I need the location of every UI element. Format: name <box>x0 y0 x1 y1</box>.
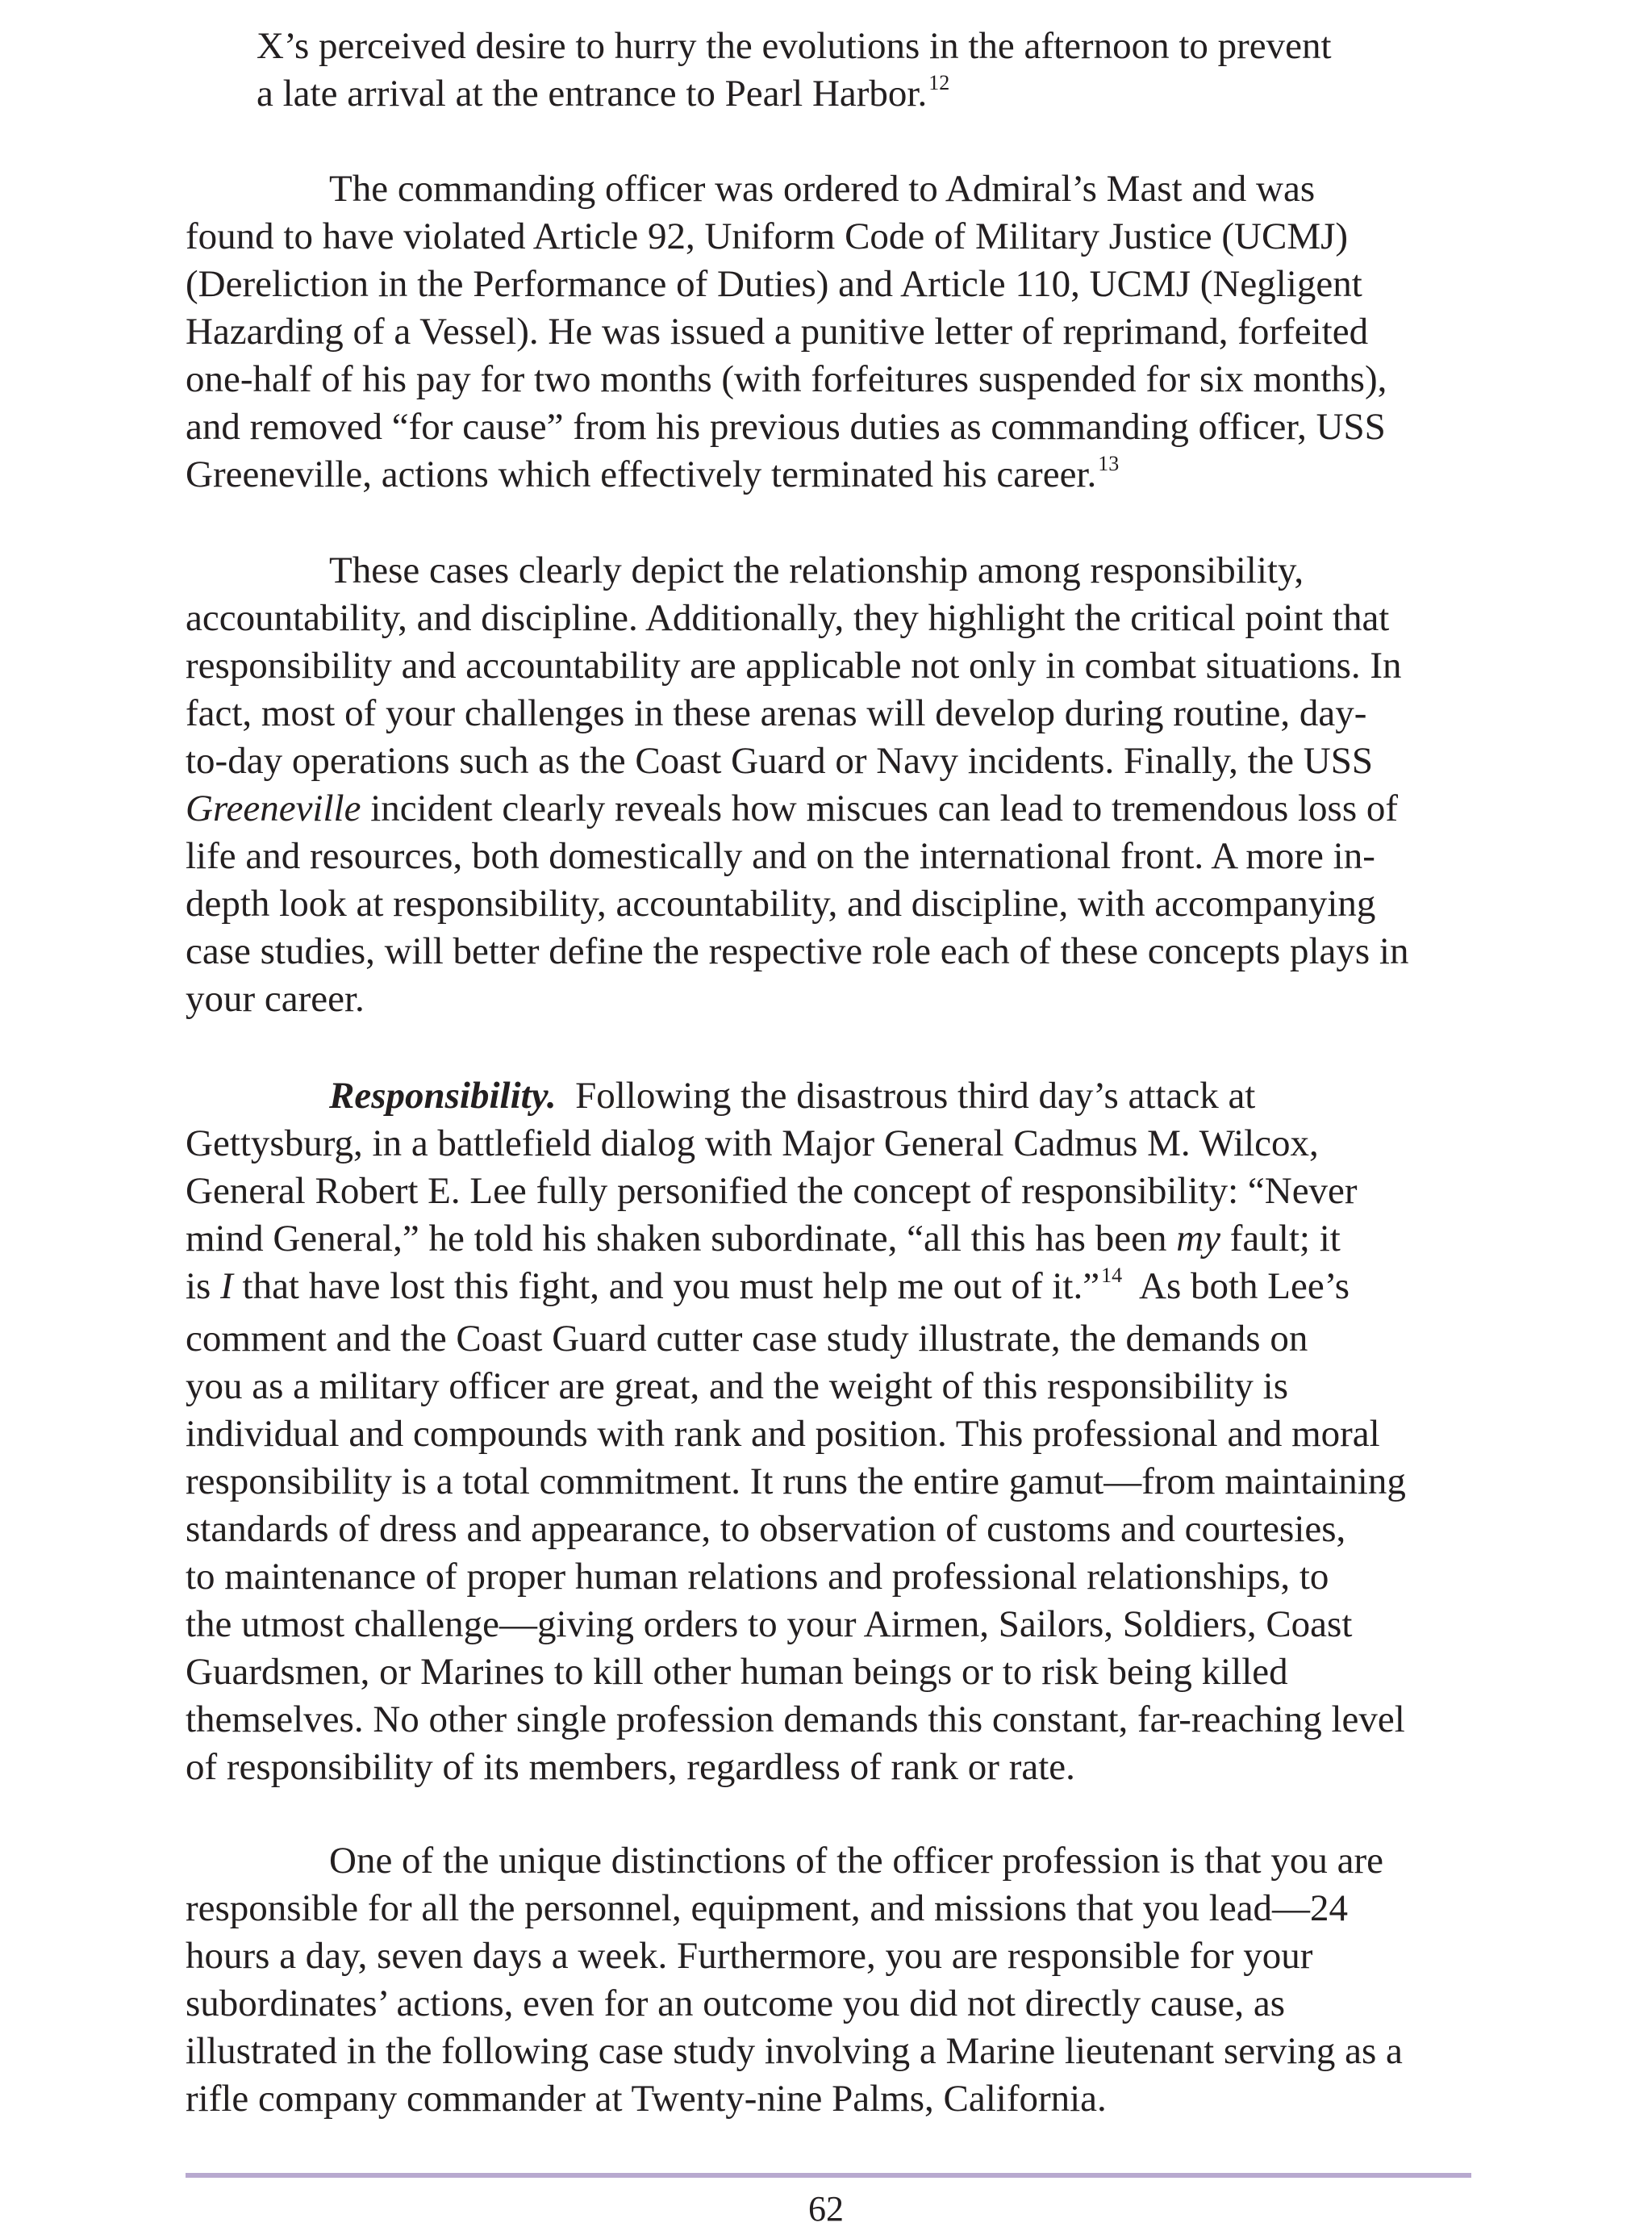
text-line: themselves. No other single profession demands this constant, far-reaching level <box>186 1698 1405 1740</box>
text-line: responsibility and accountability are applicable not only in combat situations. In <box>186 645 1402 687</box>
text-line <box>186 785 1476 833</box>
text-line: subordinates’ actions, even for an outcome you did not directly cause, as <box>186 1982 1286 2024</box>
text-line: and removed “for cause” from his previous duties as commanding officer, USS <box>186 406 1386 448</box>
footnote-marker: 13 <box>1098 452 1120 475</box>
text-line: Guardsmen, or Marines to kill other human beings or to risk being killed <box>186 1651 1288 1693</box>
text-line: to maintenance of proper human relations and professional relationships, to <box>186 1556 1329 1598</box>
text-line: responsibility is a total commitment. It runs the entire gamut—from maintaining <box>186 1460 1406 1502</box>
footer-divider <box>186 2173 1471 2178</box>
text-line: rifle company commander at Twenty-nine Palms, California. <box>186 2078 1107 2120</box>
text-line: comment and the Coast Guard cutter case study illustrate, the demands on <box>186 1318 1308 1360</box>
text-line: the utmost challenge—giving orders to your Airmen, Sailors, Soldiers, Coast <box>186 1603 1353 1645</box>
paragraph-these-cases <box>186 547 1476 1023</box>
italic-emphasis: I <box>220 1265 233 1307</box>
italic-emphasis: my <box>1176 1218 1221 1260</box>
text-line: These cases clearly depict the relationship among responsibility, <box>329 549 1304 591</box>
text-line: depth look at responsibility, accountability, and discipline, with accompanying <box>186 883 1376 925</box>
text-line: individual and compounds with rank and position. This professional and moral <box>186 1413 1380 1455</box>
text-line: General Robert E. Lee fully personified the concept of responsibility: “Never <box>186 1170 1358 1212</box>
text-line: The commanding officer was ordered to Admiral’s Mast and was <box>329 168 1316 210</box>
text-line: case studies, will better define the respective role each of these concepts plays in <box>186 930 1409 972</box>
text-fragment: mind General,” he told his shaken subordinate, “all this has been <box>186 1218 1177 1260</box>
text-line: to-day operations such as the Coast Guard or Navy incidents. Finally, the USS <box>186 740 1373 782</box>
paragraph-officer-profession <box>186 1837 1476 2123</box>
section-heading: Responsibility. <box>329 1075 557 1117</box>
text-line: one-half of his pay for two months (with forfeitures suspended for six months), <box>186 358 1387 400</box>
text-line <box>257 70 1466 123</box>
text-fragment: a late arrival at the entrance to Pearl Harbor. <box>257 73 928 115</box>
italic-ship-name: Greeneville <box>186 788 361 829</box>
text-line <box>186 1263 1476 1315</box>
footnote-marker: 14 <box>1101 1264 1123 1287</box>
text-fragment: fault; it <box>1220 1218 1341 1260</box>
text-line: you as a military officer are great, and the weight of this responsibility is <box>186 1365 1288 1407</box>
text-line <box>186 451 1476 503</box>
footnote-marker: 12 <box>928 71 950 94</box>
text-line: your career. <box>186 978 365 1020</box>
text-line <box>186 1215 1476 1263</box>
text-line: found to have violated Article 92, Uniform Code of Military Justice (UCMJ) <box>186 215 1349 257</box>
text-line: illustrated in the following case study involving a Marine lieutenant serving as a <box>186 2030 1403 2072</box>
text-line: Gettysburg, in a battlefield dialog with Major General Cadmus M. Wilcox, <box>186 1122 1319 1164</box>
text-fragment: that have lost this fight, and you must help me out of it.” <box>232 1265 1100 1307</box>
text-line <box>186 1072 1476 1120</box>
page-number: 62 <box>808 2189 844 2229</box>
text-line: life and resources, both domestically and on the international front. A more in- <box>186 835 1375 877</box>
text-fragment: Greeneville, actions which effectively terminated his career. <box>186 453 1097 495</box>
text-fragment: As both Lee’s <box>1122 1265 1350 1307</box>
text-fragment: incident clearly reveals how miscues can lead to tremendous loss of <box>361 788 1399 829</box>
paragraph-admirals-mast <box>186 165 1476 503</box>
text-line: Hazarding of a Vessel). He was issued a punitive letter of reprimand, forfeited <box>186 311 1369 353</box>
text-line: standards of dress and appearance, to observation of customs and courtesies, <box>186 1508 1346 1550</box>
block-quote-continuation <box>257 23 1466 123</box>
text-line: fact, most of your challenges in these arenas will develop during routine, day- <box>186 692 1367 734</box>
text-line: accountability, and discipline. Additionally, they highlight the critical point that <box>186 597 1390 639</box>
text-line: One of the unique distinctions of the officer profession is that you are <box>329 1840 1383 1882</box>
text-line: (Dereliction in the Performance of Duties) and Article 110, UCMJ (Negligent <box>186 263 1362 305</box>
text-line: of responsibility of its members, regardless of rank or rate. <box>186 1746 1075 1788</box>
text-fragment: Following the disastrous third day’s attack at <box>556 1075 1256 1117</box>
paragraph-responsibility <box>186 1072 1476 1791</box>
text-fragment: is <box>186 1265 221 1307</box>
text-line: responsible for all the personnel, equipment, and missions that you lead—24 <box>186 1887 1349 1929</box>
text-line: hours a day, seven days a week. Furthermore, you are responsible for your <box>186 1935 1313 1977</box>
text-line: X’s perceived desire to hurry the evolutions in the afternoon to prevent <box>257 25 1332 67</box>
